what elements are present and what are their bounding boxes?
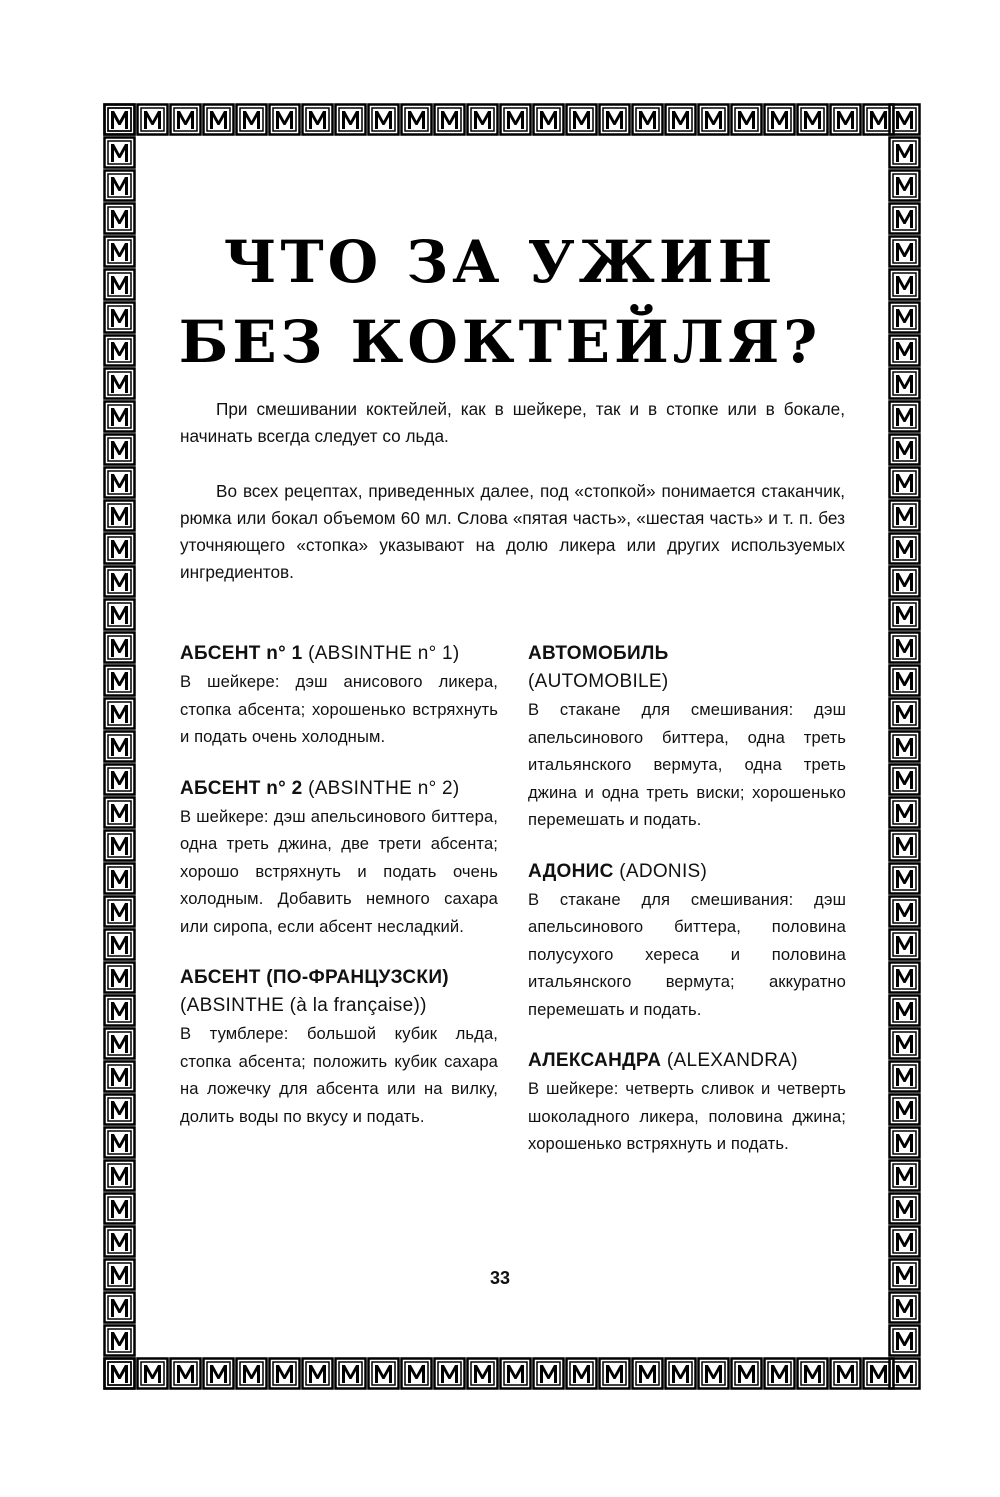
m-monogram-icon [103,664,136,697]
m-monogram-icon [888,664,921,697]
m-monogram-icon [888,1357,921,1390]
m-monogram-icon [103,466,136,499]
m-monogram-icon [103,928,136,961]
intro-paragraph-2: Во всех рецептах, приведенных далее, под «стопкой» понимается стаканчик, рюмка или бокал объемом 60 мл. Слова «пятая часть», «шестая часть» и т. п. без уточняющего «стопка» указывают на долю ликера или других используемых ингредиентов. [180,481,845,582]
m-monogram-icon [532,1357,565,1390]
m-monogram-icon [888,598,921,631]
m-monogram-icon [888,1225,921,1258]
m-monogram-icon [103,829,136,862]
m-monogram-icon [888,565,921,598]
m-monogram-icon [888,1192,921,1225]
m-monogram-icon [103,235,136,268]
m-monogram-icon [888,136,921,169]
m-monogram-icon [664,1357,697,1390]
m-monogram-icon [565,1357,598,1390]
m-monogram-icon [103,532,136,565]
m-monogram-icon [103,1225,136,1258]
m-monogram-icon [103,796,136,829]
m-monogram-icon [888,961,921,994]
m-monogram-icon [103,1357,136,1390]
m-monogram-icon [103,994,136,1027]
m-monogram-icon [888,268,921,301]
m-monogram-icon [433,103,466,136]
m-monogram-icon [169,1357,202,1390]
m-monogram-icon [888,763,921,796]
border-top [103,103,921,136]
m-monogram-icon [103,862,136,895]
m-monogram-icon [202,1357,235,1390]
m-monogram-icon [103,499,136,532]
m-monogram-icon [697,1357,730,1390]
m-monogram-icon [103,631,136,664]
border-right [888,103,921,1390]
m-monogram-icon [796,1357,829,1390]
m-monogram-icon [103,202,136,235]
m-monogram-icon [103,1126,136,1159]
m-monogram-icon [888,532,921,565]
intro-paragraph-1: При смешивании коктейлей, как в шейкере, так и в стопке или в бокале, начинать всегда следует со льда. [180,399,845,446]
m-monogram-icon [400,1357,433,1390]
recipe-text: В стакане для смешивания: дэш апельсинового биттера, половина полусухого хереса и половина итальянского вермута; аккуратно перемешать и подать. [528,889,846,1019]
m-monogram-icon [631,1357,664,1390]
m-monogram-icon [103,1324,136,1357]
m-monogram-icon [888,202,921,235]
m-monogram-icon [888,631,921,664]
m-monogram-icon [367,103,400,136]
m-monogram-icon [103,400,136,433]
m-monogram-icon [103,103,136,136]
recipe-title: АБСЕНТ n° 1 (ABSINTHE n° 1) [180,643,460,664]
recipe-entry [180,964,498,1130]
m-monogram-icon [888,334,921,367]
m-monogram-icon [888,1324,921,1357]
recipes-left-column [180,640,498,1154]
recipe-text: В шейкере: четверть сливок и четверть шоколадного ликера, половина джина; хорошенько встряхнуть и подать. [528,1079,846,1153]
title-line-1: ЧТО ЗА УЖИН [223,228,777,296]
m-monogram-icon [301,1357,334,1390]
m-monogram-icon [202,103,235,136]
m-monogram-icon [888,1126,921,1159]
m-monogram-icon [888,730,921,763]
m-monogram-icon [888,829,921,862]
m-monogram-icon [888,1027,921,1060]
title-line-2: БЕЗ КОКТЕЙЛЯ? [178,308,822,376]
m-monogram-icon [103,895,136,928]
m-monogram-icon [400,103,433,136]
recipe-entry [528,858,846,1024]
page-title [140,222,860,382]
m-monogram-icon [103,169,136,202]
recipe-title: АЛЕКСАНДРА (ALEXANDRA) [528,1050,798,1071]
m-monogram-icon [103,1291,136,1324]
recipe-title: АБСЕНТ n° 2 (ABSINTHE n° 2) [180,777,460,799]
m-monogram-icon [268,1357,301,1390]
m-monogram-icon [888,994,921,1027]
recipe-title: АБСЕНТ (ПО-ФРАНЦУЗСКИ) (ABSINTHE (à la française)) [180,967,449,1016]
m-monogram-icon [598,103,631,136]
page-number: 33 [489,1268,511,1288]
m-monogram-icon [268,103,301,136]
m-monogram-icon [103,367,136,400]
m-monogram-icon [888,796,921,829]
recipe-title: АВТОМОБИЛЬ (AUTOMOBILE) [528,643,669,692]
m-monogram-icon [136,103,169,136]
recipe-entry [528,1047,846,1158]
m-monogram-icon [103,268,136,301]
m-monogram-icon [888,103,921,136]
m-monogram-icon [888,301,921,334]
m-monogram-icon [888,1291,921,1324]
m-monogram-icon [888,862,921,895]
m-monogram-icon [888,1159,921,1192]
border-left [103,103,136,1390]
recipe-text: В шейкере: дэш анисового ликера, стопка абсента; хорошенько встряхнуть и подать очень холодным. [180,672,498,746]
m-monogram-icon [103,1159,136,1192]
recipe-text: В стакане для смешивания: дэш апельсинового биттера, одна треть итальянского вермута, одна треть джина и одна треть виски; хорошенько перемешать и подать. [528,700,846,829]
m-monogram-icon [763,103,796,136]
m-monogram-icon [103,1060,136,1093]
m-monogram-icon [103,1192,136,1225]
recipe-entry [180,775,498,941]
m-monogram-icon [103,961,136,994]
m-monogram-icon [888,697,921,730]
m-monogram-icon [103,1027,136,1060]
border-bottom [103,1357,921,1390]
m-monogram-icon [829,103,862,136]
m-monogram-icon [334,1357,367,1390]
m-monogram-icon [829,1357,862,1390]
m-monogram-icon [796,103,829,136]
m-monogram-icon [730,1357,763,1390]
m-monogram-icon [334,103,367,136]
m-monogram-icon [697,103,730,136]
m-monogram-icon [565,103,598,136]
m-monogram-icon [103,136,136,169]
m-monogram-icon [888,433,921,466]
m-monogram-icon [532,103,565,136]
m-monogram-icon [499,1357,532,1390]
m-monogram-icon [888,895,921,928]
m-monogram-icon [103,301,136,334]
m-monogram-icon [888,1093,921,1126]
m-monogram-icon [103,763,136,796]
m-monogram-icon [103,730,136,763]
m-monogram-icon [466,103,499,136]
recipe-text: В тумблере: большой кубик льда, стопка абсента; положить кубик сахара на ложечку для абсента или на вилку, долить воды по вкусу и подать. [180,1024,498,1126]
m-monogram-icon [888,169,921,202]
m-monogram-icon [235,1357,268,1390]
m-monogram-icon [888,367,921,400]
m-monogram-icon [598,1357,631,1390]
m-monogram-icon [367,1357,400,1390]
m-monogram-icon [499,103,532,136]
m-monogram-icon [136,1357,169,1390]
recipe-text: В шейкере: дэш апельсинового биттера, одна треть джина, две трети абсента; хорошо встряхнуть и подать очень холодным. Добавить немного сахара или сиропа, если абсент несладкий. [180,806,498,936]
m-monogram-icon [103,697,136,730]
m-monogram-icon [664,103,697,136]
m-monogram-icon [763,1357,796,1390]
m-monogram-icon [301,103,334,136]
m-monogram-icon [235,103,268,136]
m-monogram-icon [466,1357,499,1390]
m-monogram-icon [888,928,921,961]
recipe-title: АДОНИС (ADONIS) [528,860,708,882]
m-monogram-icon [631,103,664,136]
m-monogram-icon [888,499,921,532]
recipe-entry [528,640,846,834]
m-monogram-icon [888,400,921,433]
recipes-right-column [528,640,846,1182]
m-monogram-icon [169,103,202,136]
m-monogram-icon [888,466,921,499]
m-monogram-icon [103,334,136,367]
m-monogram-icon [433,1357,466,1390]
m-monogram-icon [103,565,136,598]
m-monogram-icon [103,433,136,466]
recipe-entry [180,640,498,751]
m-monogram-icon [730,103,763,136]
m-monogram-icon [103,598,136,631]
m-monogram-icon [103,1093,136,1126]
m-monogram-icon [888,1060,921,1093]
m-monogram-icon [888,235,921,268]
